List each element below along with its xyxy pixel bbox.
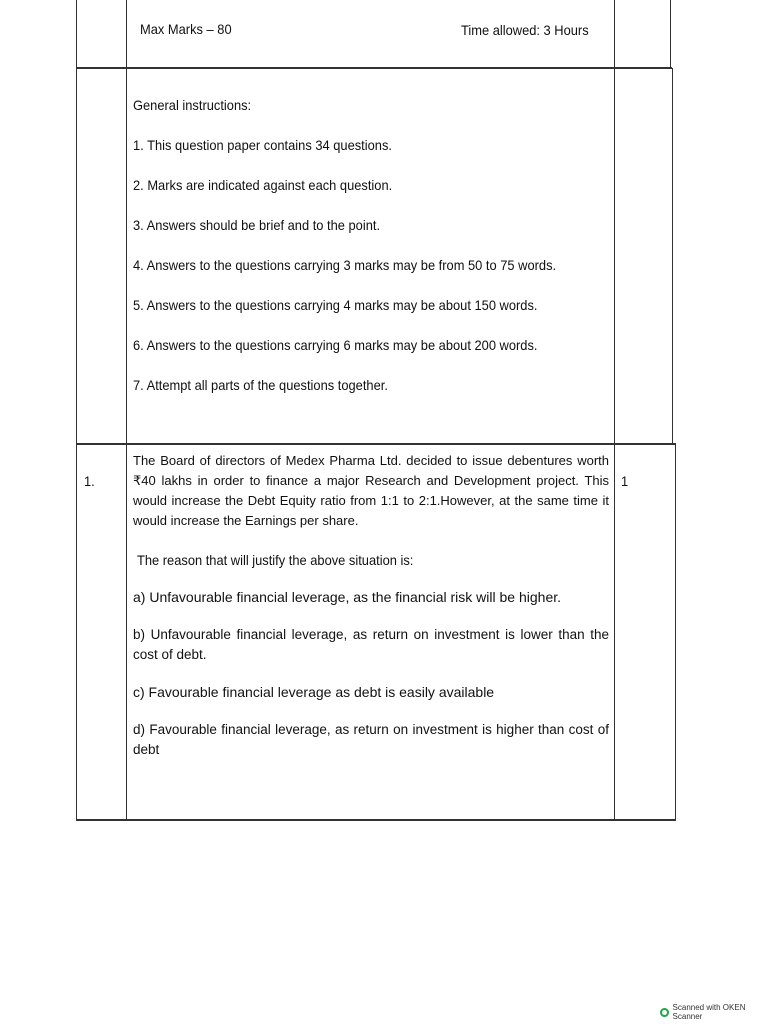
scanner-watermark (660, 1003, 768, 1021)
option-d: d) Favourable financial leverage, as return on investment is higher than cost of debt (133, 722, 609, 757)
instructions-title: General instructions: (133, 97, 252, 113)
instruction-item: 1. This question paper contains 34 questions. (133, 137, 392, 153)
option-b: b) Unfavourable financial leverage, as return on investment is lower than the cost of debt. (133, 627, 609, 662)
max-marks: Max Marks – 80 (140, 21, 232, 37)
question-marks: 1 (621, 473, 629, 489)
table-border-right (670, 0, 671, 68)
option-c: c) Favourable financial leverage as debt is easily available (133, 684, 495, 700)
question-stem: The Board of directors of Medex Pharma Ltd. decided to issue debentures worth ₹40 lakhs in order to finance a major Research and Development project. This would increase the Debt Equity ratio from 1:1 to 2:1.However, at the same time it would increase the Earnings per share. (133, 453, 609, 528)
instruction-item: 3. Answers should be brief and to the point. (133, 217, 381, 233)
table-row-divider (76, 443, 676, 445)
table-column-divider (126, 0, 127, 821)
instruction-item: 6. Answers to the questions carrying 6 marks may be about 200 words. (133, 337, 538, 353)
question-number: 1. (84, 473, 95, 489)
table-border-left (76, 0, 77, 821)
instruction-item: 5. Answers to the questions carrying 4 marks may be about 150 words. (133, 297, 538, 313)
question-prompt: The reason that will justify the above situation is: (137, 552, 414, 568)
table-row-divider (76, 67, 672, 69)
table-border-bottom (76, 819, 676, 821)
scanner-logo-icon (660, 1008, 669, 1017)
scanner-text: Scanned with OKEN Scanner (672, 1003, 746, 1021)
instruction-item: 7. Attempt all parts of the questions together. (133, 377, 388, 393)
table-border-right (672, 68, 673, 444)
table-border-right (675, 444, 676, 821)
time-allowed: Time allowed: 3 Hours (461, 22, 589, 38)
instruction-item: 2. Marks are indicated against each question. (133, 177, 393, 193)
instruction-item: 4. Answers to the questions carrying 3 marks may be from 50 to 75 words. (133, 257, 557, 273)
table-marks-divider (614, 0, 615, 821)
option-a: a) Unfavourable financial leverage, as the financial risk will be higher. (133, 589, 562, 605)
